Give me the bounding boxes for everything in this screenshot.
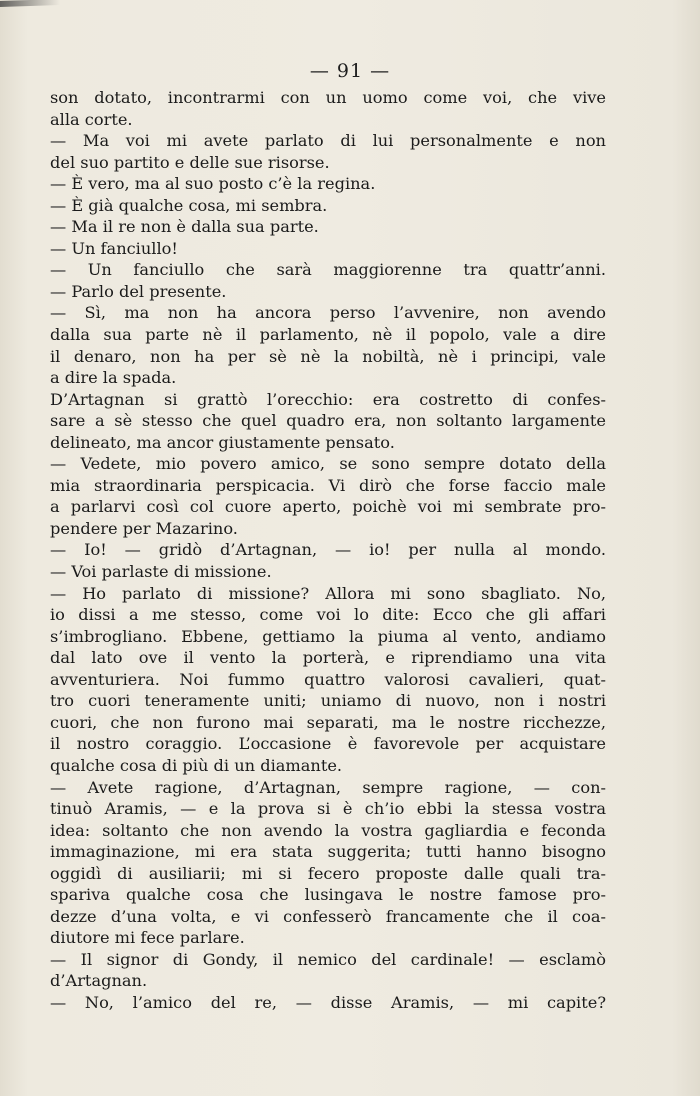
text-line: — Sì, ma non ha ancora perso l’avvenire, non avendo	[50, 303, 606, 323]
text-line: io dissi a me stesso, come voi lo dite: Ecco che gli affari	[50, 605, 606, 625]
page-number: — 91 —	[309, 60, 391, 82]
text-line: s’imbrogliano. Ebbene, gettiamo la piuma al vento, andiamo	[50, 626, 606, 646]
text-line: — Voi parlaste di missione.	[50, 562, 272, 582]
text-line: del suo partito e delle sue risorse.	[50, 152, 330, 172]
text-line: immaginazione, mi era stata suggerita; tutti hanno bisogno	[50, 842, 606, 862]
text-line: d’Artagnan.	[50, 971, 148, 991]
body-text	[50, 87, 606, 1014]
text-line: sare a sè stesso che quel quadro era, non soltanto largamente	[50, 411, 606, 431]
text-line: D’Artagnan si grattò l’orecchio: era costretto di confes-	[50, 389, 606, 409]
text-line: delineato, ma ancor giustamente pensato.	[50, 432, 395, 452]
text-line: — Parlo del presente.	[50, 281, 227, 301]
text-line: — Un fanciullo!	[50, 238, 178, 258]
text-line: tinuò Aramis, — e la prova si è ch’io ebbi la stessa vostra	[50, 799, 606, 819]
text-line: alla corte.	[50, 109, 133, 129]
page-corner-shadow	[0, 0, 60, 7]
text-line: tro cuori teneramente uniti; uniamo di nuovo, non i nostri	[50, 691, 606, 711]
text-line: avventuriera. Noi fummo quattro valorosi cavalieri, quat-	[50, 669, 606, 689]
text-line: qualche cosa di più di un diamante.	[50, 755, 343, 775]
text-line: — Ma il re non è dalla sua parte.	[50, 217, 319, 237]
text-line: a parlarvi così col cuore aperto, poichè voi mi sembrate pro-	[50, 497, 606, 517]
text-line: diutore mi fece parlare.	[50, 928, 245, 948]
text-line: — Ho parlato di missione? Allora mi sono sbagliato. No,	[50, 583, 606, 603]
text-line: dalla sua parte nè il parlamento, nè il popolo, vale a dire	[50, 325, 606, 345]
text-line: mia straordinaria perspicacia. Vi dirò che forse faccio male	[50, 475, 606, 495]
text-line: dezze d’una volta, e vi confesserò francamente che il coa-	[50, 906, 606, 926]
text-line: — Un fanciullo che sarà maggiorenne tra quattr’anni.	[50, 260, 606, 280]
text-line: — È già qualche cosa, mi sembra.	[50, 195, 328, 215]
text-line: — Ma voi mi avete parlato di lui personalmente e non	[50, 131, 606, 151]
text-line: — Il signor di Gondy, il nemico del cardinale! — esclamò	[50, 949, 606, 969]
text-line: — È vero, ma al suo posto c’è la regina.	[50, 174, 376, 194]
text-line: il denaro, non ha per sè nè la nobiltà, nè i principi, vale	[50, 346, 606, 366]
text-line: pendere per Mazarino.	[50, 518, 238, 538]
text-line: oggidì di ausiliarii; mi si fecero proposte dalle quali tra-	[50, 863, 606, 883]
text-line: cuori, che non furono mai separati, ma le nostre ricchezze,	[50, 712, 606, 732]
text-line: il nostro coraggio. L’occasione è favorevole per acquistare	[50, 734, 606, 754]
text-line: idea: soltanto che non avendo la vostra gagliardia e feconda	[50, 820, 606, 840]
text-line: — Io! — gridò d’Artagnan, — io! per nulla al mondo.	[50, 540, 606, 560]
text-line: — Avete ragione, d’Artagnan, sempre ragione, — con-	[50, 777, 606, 797]
text-line: dal lato ove il vento la porterà, e riprendiamo una vita	[50, 648, 606, 668]
text-line: — Vedete, mio povero amico, se sono sempre dotato della	[50, 454, 606, 474]
text-line: son dotato, incontrarmi con un uomo come voi, che vive	[50, 88, 606, 107]
text-line: spariva qualche cosa che lusingava le nostre famose pro-	[50, 885, 606, 905]
text-line: a dire la spada.	[50, 368, 177, 388]
text-line: — No, l’amico del re, — disse Aramis, — mi capite?	[50, 992, 606, 1012]
